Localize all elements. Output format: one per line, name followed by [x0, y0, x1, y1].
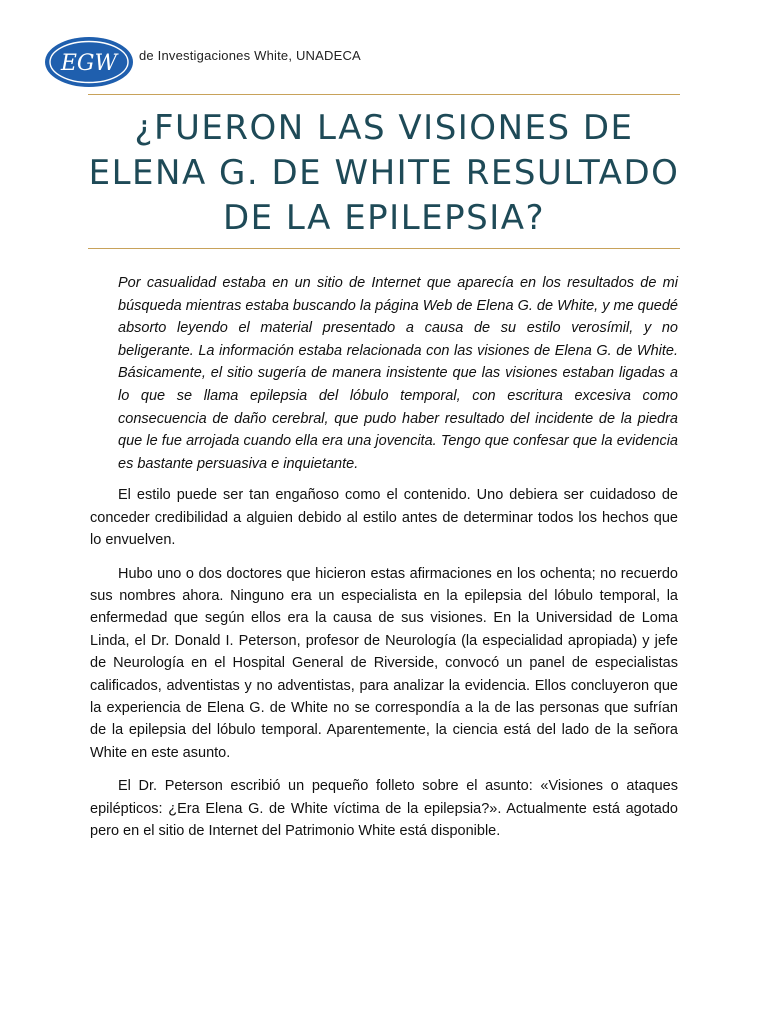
paragraph-1: El estilo puede ser tan engañoso como el contenido. Uno debiera ser cuidadoso de conceder credibilidad a alguien debido al estilo antes de determinar todos los hechos que lo envuelven. — [90, 487, 678, 549]
page-title — [88, 106, 680, 241]
logo-monogram: EGW — [60, 51, 118, 76]
title-line-1: ¿FUERON LAS VISIONES DE — [134, 108, 634, 148]
intro-quote: Por casualidad estaba en un sitio de Internet que aparecía en los resultados de mi búsqueda mientras estaba buscando la página Web de Elena G. de White, y me quedé absorto leyendo el material presentado a causa de su estilo verosímil, y no beligerante. La información estaba relacionada con las visiones de Elena G. de White. Básicamente, el sitio sugería de manera insistente que las visiones estaban ligadas a lo que se llama epilepsia del lóbulo temporal, con escritura excesiva como consecuencia de daño cerebral, que pudo haber resultado del incidente de la piedra que le fue arrojada cuando ella era una jovencita. Tengo que confesar que la evidencia es bastante persuasiva e inquietante. — [118, 275, 678, 472]
top-divider — [88, 94, 680, 95]
page-header — [44, 36, 684, 90]
institution-name: de Investigaciones White, UNADECA — [139, 48, 361, 63]
title-line-3: DE LA EPILEPSIA? — [222, 198, 546, 238]
egw-logo — [44, 36, 134, 88]
bottom-divider — [88, 248, 680, 249]
article-body — [90, 272, 678, 853]
paragraph-2: Hubo uno o dos doctores que hicieron estas afirmaciones en los ochenta; no recuerdo sus nombres ahora. Ninguno era un especialista en la epilepsia del lóbulo temporal, la enfermedad que según ellos era la causa de sus visiones. En la Universidad de Loma Linda, el Dr. Donald I. Peterson, profesor de Neurología (la especialidad apropiada) y jefe de Neurología en el Hospital General de Riverside, convocó un panel de especialistas calificados, adventistas y no adventistas, para analizar la evidencia. Ellos concluyeron que la experiencia de Elena G. de White no se correspondía a la de las personas que sufrían de la epilepsia del lóbulo temporal. Aparentemente, la ciencia está del lado de la señora White en este asunto. — [90, 565, 678, 761]
paragraph-3: El Dr. Peterson escribió un pequeño folleto sobre el asunto: «Visiones o ataques epilépticos: ¿Era Elena G. de White víctima de la epilepsia?». Actualmente está agotado pero en el sitio de Internet del Patrimonio White está disponible. — [90, 778, 678, 840]
title-line-2: ELENA G. DE WHITE RESULTADO — [88, 153, 680, 193]
